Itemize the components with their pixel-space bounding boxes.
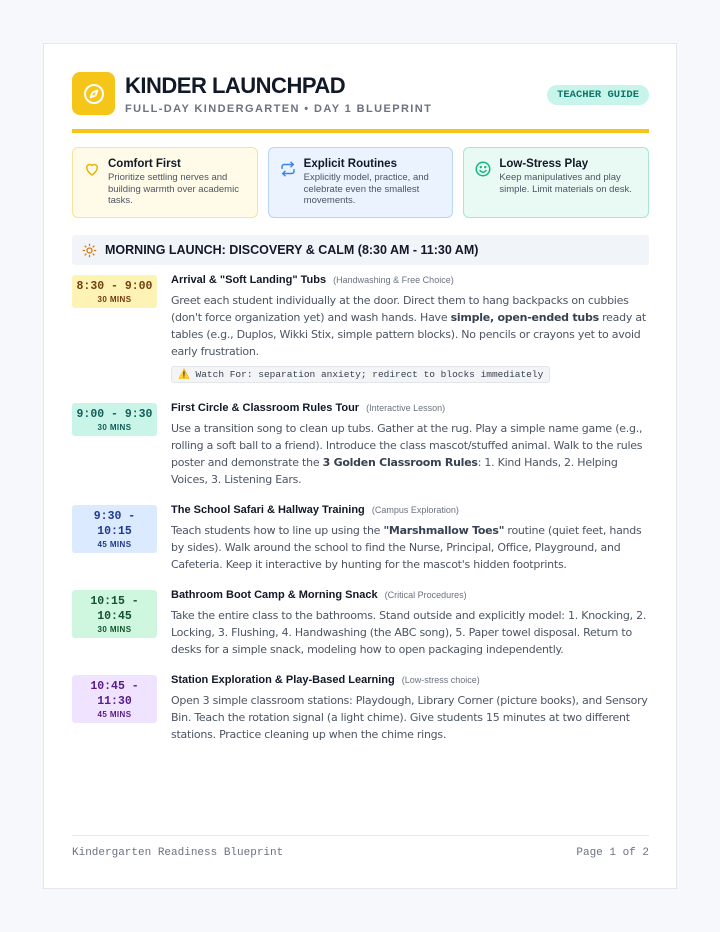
body-emphasis: simple, open-ended tubs <box>450 311 599 324</box>
compass-icon <box>72 72 115 115</box>
item-description: Open 3 simple classroom stations: Playdough, Library Corner (picture books), and Sensory Bin. Teach the rotation signal (a light chime). Give students 15 minutes at two different stations. Practice cleaning up when the chime rings. <box>171 694 648 741</box>
principle-title: Comfort First <box>108 158 181 170</box>
duration: 30 MINS <box>97 625 132 634</box>
item-title: Station Exploration & Play-Based Learning <box>171 674 395 686</box>
item-heading <box>171 273 649 287</box>
item-tag: (Interactive Lesson) <box>366 403 446 413</box>
principle-title: Low-Stress Play <box>499 158 589 170</box>
item-tag: (Critical Procedures) <box>384 590 467 600</box>
principle-title: Explicit Routines <box>303 158 397 170</box>
body-text: Use a transition song to clean up tubs. Gather at the rug. Play a simple name game (e.g., rolling a soft ball to a friend). Introduce the class mascot/stuffed animal. Walk to the rules poster and demonstrate the <box>171 422 643 469</box>
time-slot-badge <box>72 675 157 723</box>
item-description: Take the entire class to the bathrooms. Stand outside and explicitly model: 1. Knocking, 2. Locking, 3. Flushing, 4. Handwashing (the ABC song), 5. Paper towel disposal. Return to desks for a simple snack, modeling how to open packaging independently. <box>171 609 647 656</box>
item-tag: (Handwashing & Free Choice) <box>333 275 454 285</box>
schedule-item <box>72 273 649 383</box>
item-heading <box>171 588 649 602</box>
principle-card-play <box>463 147 649 218</box>
body-text: : 1. Kind Hands, 2. Helping Voices, 3. Listening Ears. <box>171 456 618 486</box>
item-description <box>171 420 649 488</box>
body-text: Teach students how to line up using the <box>171 524 384 537</box>
principles-row <box>72 147 649 218</box>
repeat-icon <box>279 160 297 178</box>
time-slot-badge <box>72 505 157 553</box>
item-heading <box>171 673 649 687</box>
body-text: routine (quiet feet, hands by sides). Walk around the school to find the Nurse, Principal, Office, Playground, and Cafeteria. Keep it interactive by hunting for the mascot's hidden footprints. <box>171 524 642 571</box>
schedule-item <box>72 673 649 743</box>
body-emphasis: "Marshmallow Toes" <box>383 524 505 537</box>
page-number: Page 1 of 2 <box>576 847 649 859</box>
footer-title: Kindergarten Readiness Blueprint <box>72 847 284 859</box>
item-title: First Circle & Classroom Rules Tour <box>171 402 360 414</box>
duration: 30 MINS <box>97 295 132 304</box>
heart-icon <box>83 160 101 178</box>
schedule-item <box>72 401 649 488</box>
duration: 30 MINS <box>97 423 132 432</box>
duration: 45 MINS <box>97 710 132 719</box>
time-slot-badge <box>72 590 157 638</box>
body-emphasis: 3 Golden Classroom Rules <box>322 456 478 469</box>
principle-text: Explicitly model, practice, and celebrate even the smallest movements. <box>303 172 429 206</box>
page-footer <box>72 835 649 859</box>
time-slot-badge <box>72 403 157 436</box>
watch-for-note: ⚠️ Watch For: separation anxiety; redirect to blocks immediately <box>171 366 550 383</box>
time-range: 9:00 - 9:30 <box>76 408 153 421</box>
schedule-list <box>72 273 649 743</box>
time-range: 10:15 - 10:45 <box>90 595 139 623</box>
item-title: The School Safari & Hallway Training <box>171 504 365 516</box>
sun-icon <box>82 243 97 258</box>
time-range: 8:30 - 9:00 <box>76 280 153 293</box>
principle-text: Keep manipulatives and play simple. Limit materials on desk. <box>499 172 632 195</box>
smile-icon <box>474 160 492 178</box>
header <box>72 71 649 128</box>
page-subtitle: FULL-DAY KINDERGARTEN • DAY 1 BLUEPRINT <box>125 103 433 115</box>
item-heading <box>171 401 649 415</box>
header-rule <box>72 129 649 133</box>
teacher-guide-badge: TEACHER GUIDE <box>547 85 649 105</box>
schedule-item <box>72 503 649 573</box>
principle-text: Prioritize settling nerves and building warmth over academic tasks. <box>108 172 239 206</box>
time-slot-badge <box>72 275 157 308</box>
time-range: 10:45 - 11:30 <box>90 680 139 708</box>
page-title: KINDER LAUNCHPAD <box>125 73 346 98</box>
body-text: Greet each student individually at the door. Direct them to hang backpacks on cubbies (don't force organization yet) and wash hands. Have <box>171 294 629 324</box>
item-heading <box>171 503 649 517</box>
item-title: Bathroom Boot Camp & Morning Snack <box>171 589 378 601</box>
principle-card-routines <box>268 147 454 218</box>
schedule-item <box>72 588 649 658</box>
section-heading <box>72 235 649 265</box>
item-tag: (Low-stress choice) <box>401 675 480 685</box>
item-title: Arrival & "Soft Landing" Tubs <box>171 274 327 286</box>
duration: 45 MINS <box>97 540 132 549</box>
principle-card-comfort <box>72 147 258 218</box>
item-tag: (Campus Exploration) <box>371 505 459 515</box>
section-label: MORNING LAUNCH: DISCOVERY & CALM (8:30 AM - 11:30 AM) <box>105 243 479 257</box>
item-description <box>171 292 649 360</box>
item-description <box>171 522 649 573</box>
document-page <box>43 43 677 889</box>
time-range: 9:30 - 10:15 <box>93 510 136 538</box>
body-text: ready at tables (e.g., Duplos, Wikki Stix, simple pattern blocks). No pencils or crayons yet to avoid early frustration. <box>171 311 646 358</box>
